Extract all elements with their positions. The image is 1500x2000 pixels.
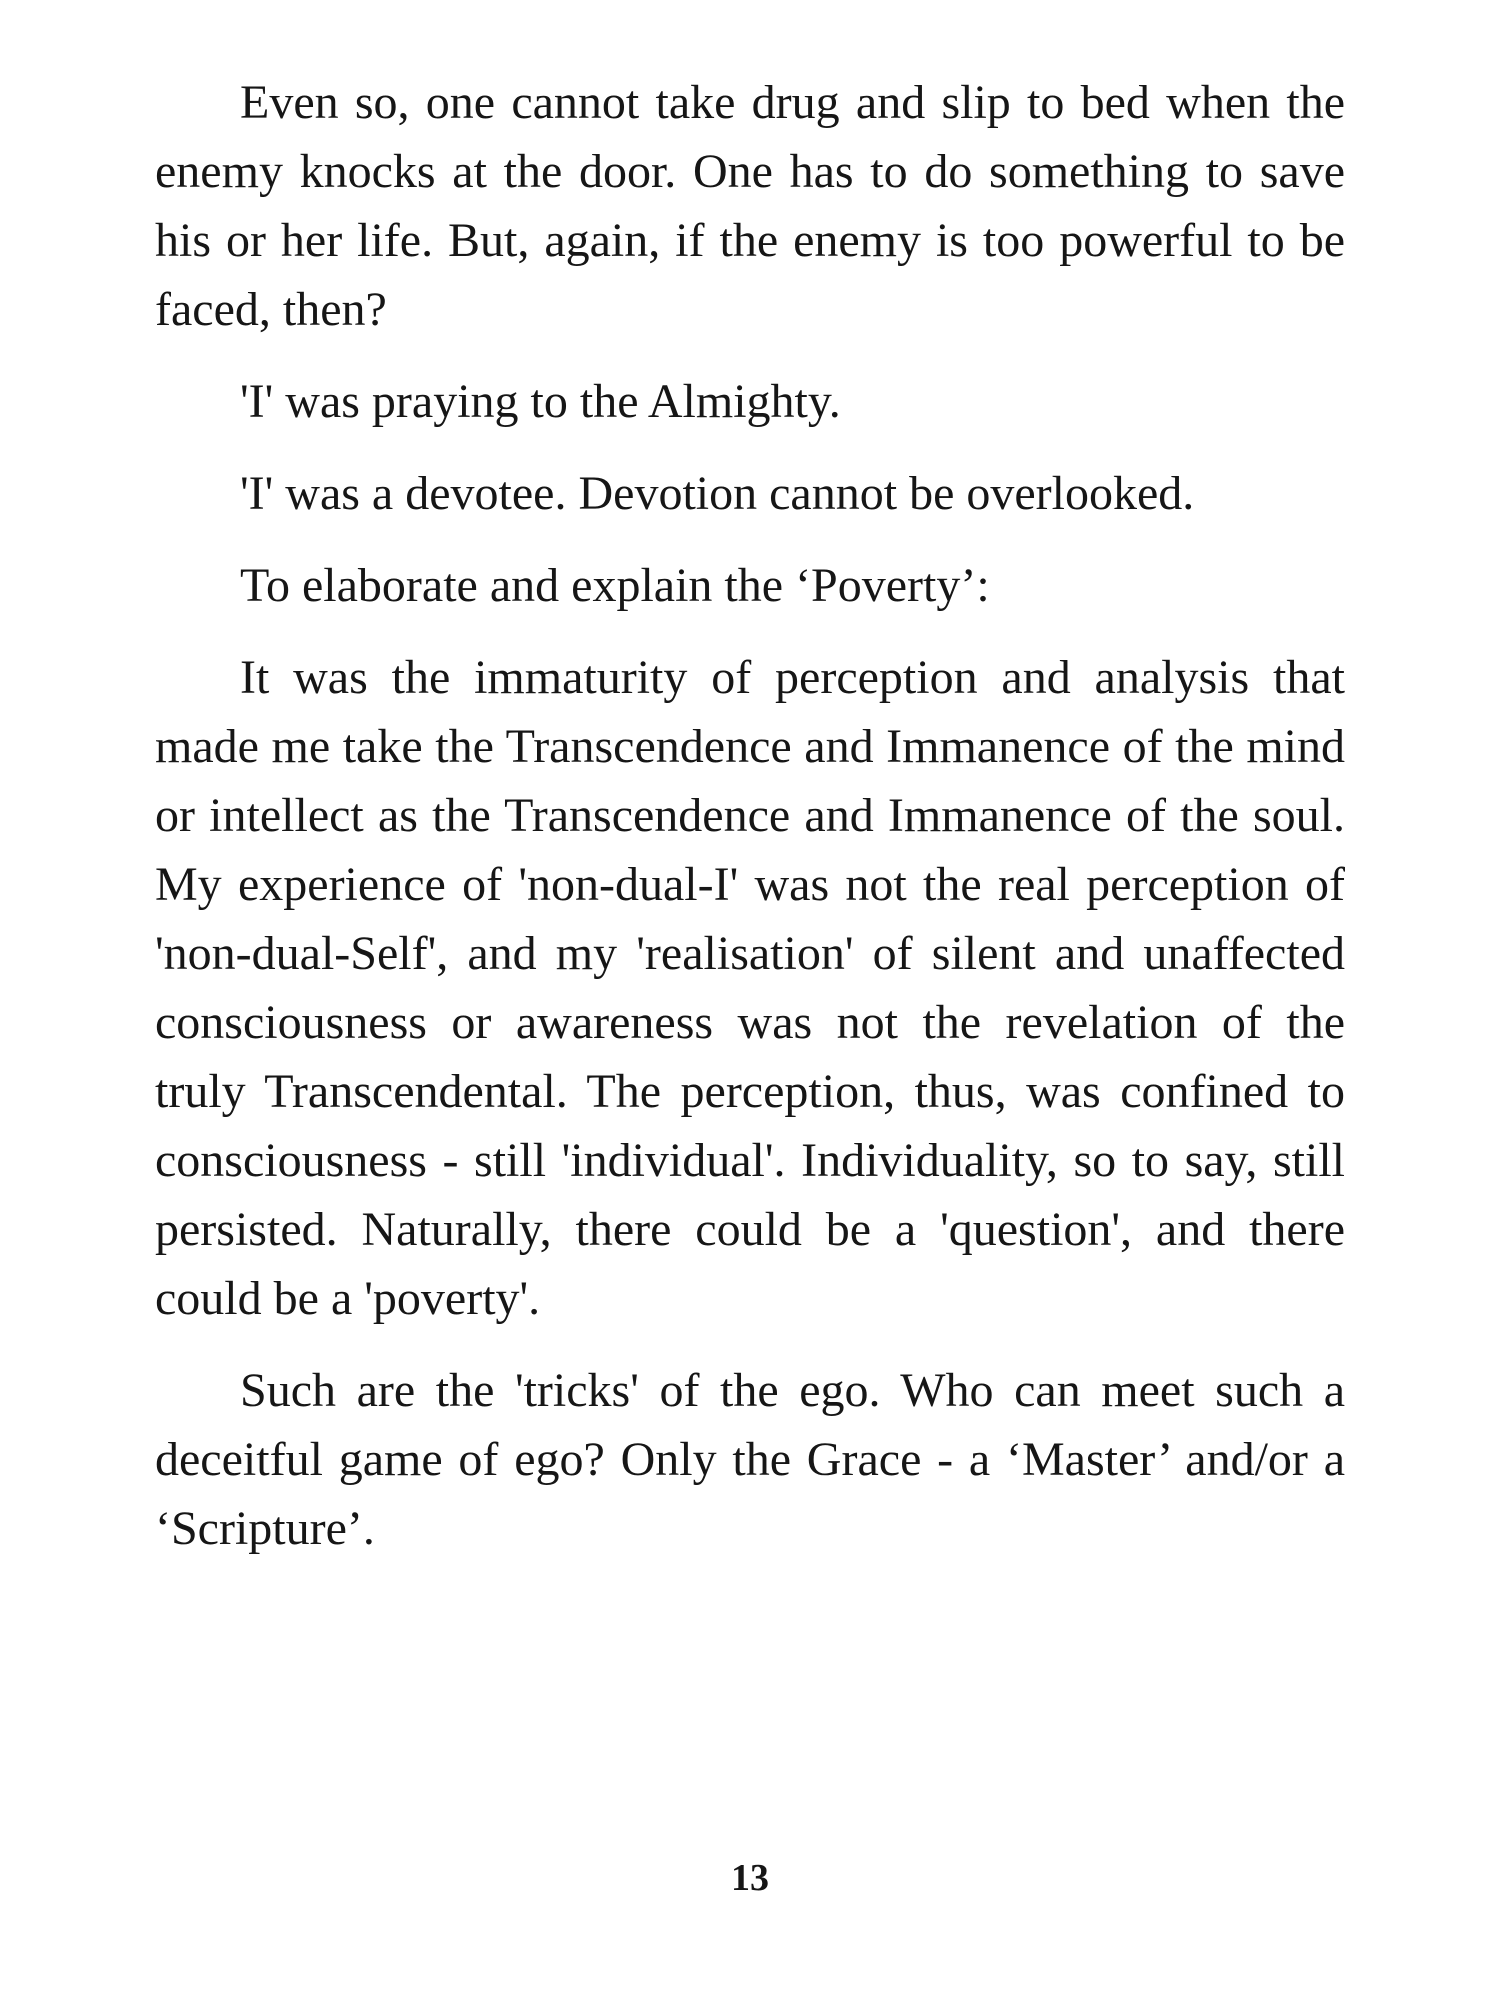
page-number: 13 — [731, 1857, 769, 1899]
paragraph-praying: 'I' was praying to the Almighty. — [240, 375, 841, 428]
paragraph-devotee: 'I' was a devotee. Devotion cannot be overlooked. — [240, 467, 1195, 520]
paragraph-enemy: Even so, one cannot take drug and slip to bed when the enemy knocks at the door. One has to do something to save his or her life. But, again, if the enemy is too powerful to be faced, then? — [155, 76, 1345, 336]
paragraph-immaturity: It was the immaturity of perception and analysis that made me take the Transcendence and Immanence of the mind or intellect as the Transcendence and Immanence of the soul. My experience of 'non-dual-I' was not the real perception of 'non-dual-Self', and my 'realisation' of silent and unaffected consciousness or awareness was not the revelation of the truly Transcendental. The perception, thus, was confined to consciousness - still 'individual'. Individuality, so to say, still persisted. Naturally, there could be a 'question', and there could be a 'poverty'. — [155, 651, 1345, 1325]
paragraph-poverty-intro: To elaborate and explain the ‘Poverty’: — [240, 559, 990, 612]
body-text — [155, 68, 1345, 1586]
paragraph-ego-tricks: Such are the 'tricks' of the ego. Who can meet such a deceitful game of ego? Only the Grace - a ‘Master’ and/or a ‘Scripture’. — [155, 1364, 1345, 1555]
